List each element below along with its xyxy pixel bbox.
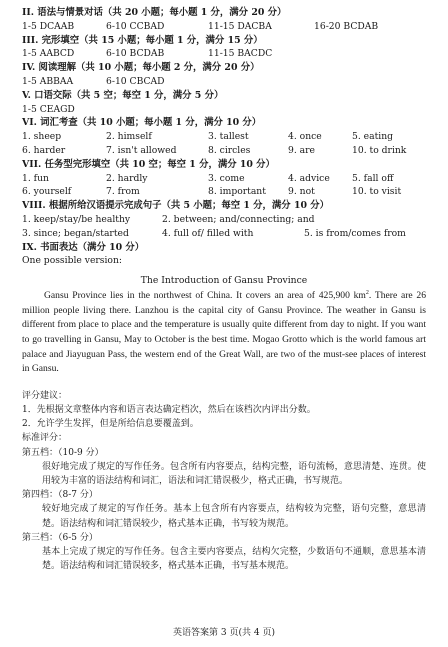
section-heading-sentence-completion: VIII. 根据所给汉语提示完成句子（共 5 小题；每空 1 分，满分 10 分） [22,200,330,212]
essay-superscript: 2 [365,289,369,296]
answer-item: 16-20 BCDAB [314,20,379,32]
scoring-advice-title: 评分建议： [22,390,68,401]
answer-row [22,185,426,199]
level-4-name: 第四档：（8-7 分） [22,490,98,501]
answer-item: 6-10 CBCAD [106,75,165,87]
answer-item: 6-10 BCDAB [106,48,165,60]
section-heading-cloze: III. 完形填空（共 15 小题；每小题 1 分，满分 15 分） [22,34,263,46]
essay-text-part1: Gansu Province lies in the northwest of China. It covers an area of 425,900 km [44,290,366,302]
answer-item: 11-15 BACDC [208,48,273,60]
answer-row [22,103,426,117]
answer-item: 5. is from/comes from [304,227,406,239]
answer-row [22,144,426,158]
scoring-standard-title: 标准评分： [22,433,68,444]
answer-item: 1-5 DCAAB [22,20,75,32]
answer-item: 8. circles [208,144,251,156]
answer-item: 1. fun [22,172,49,184]
answer-item: 10. to visit [352,186,402,198]
answer-row [22,47,426,61]
answer-item: 2. hardly [106,172,148,184]
answer-item: 3. come [208,172,245,184]
level-5-name: 第五档：（10-9 分） [22,447,104,458]
answer-item: 3. tallest [208,131,249,143]
answer-item: 1. sheep [22,131,62,143]
answer-row [22,20,426,34]
answer-item: 2. himself [106,131,152,143]
level-3-name: 第三档：（6-5 分） [22,532,98,543]
answer-item: 7. from [106,186,140,198]
answer-item: 4. once [288,131,322,143]
section-heading-writing: IX. 书面表达（满分 10 分） [22,241,145,253]
answer-item: 4. full of/ filled with [162,227,254,239]
answer-item: 1-5 AABCD [22,48,75,60]
answer-item: 1-5 ABBAA [22,75,74,87]
answer-item: 8. important [208,186,266,198]
level-5-desc: 很好地完成了规定的写作任务。包含所有内容要点，结构完整，语句流畅，意思清楚、连贯。使用较为丰富的语法结构和词汇，语法和词汇错误极少，格式正确，书写规范。 [42,461,426,486]
answer-item: 6. harder [22,144,66,156]
sample-note: One possible version: [22,255,122,267]
answer-row [22,213,426,227]
answer-item: 9. are [288,144,315,156]
answer-item: 6. yourself [22,186,72,198]
answer-row [22,172,426,186]
essay-title: The Introduction of Gansu Province [140,275,308,287]
scoring-advice-1: 1．先根据文章整体内容和语言表达确定档次，然后在该档次内评出分数。 [22,404,316,415]
answer-item: 11-15 DACBA [208,20,272,32]
answer-item: 1-5 CEAGD [22,103,75,115]
section-heading-task-cloze: VII. 任务型完形填空（共 10 空；每空 1 分，满分 10 分） [22,158,275,170]
answer-item: 5. fall off [352,172,394,184]
answer-item: 10. to drink [352,144,407,156]
essay-text-part2: . There are 26 million people living there. Lanzhou is the capital city of Gansu Province. The weather in Gansu is different from place to place and the temperature is usually quite different from day to night. If you want to go travelling in Gansu, May to October is the best time. Mogao Grotto which is the world famous art palace and Jiayuguan Pass, the western end of the Great Wall, are two of the must-see places of interest in Gansu. [22,290,427,375]
section-heading-vocabulary: VI. 词汇考查（共 10 小题；每小题 1 分，满分 10 分） [22,117,262,129]
section-heading-grammar: II. 语法与情景对话（共 20 小题；每小题 1 分，满分 20 分） [22,7,287,18]
answer-item: 1. keep/stay/be healthy [22,213,131,225]
answer-item: 9. not [288,186,315,198]
section-heading-reading: IV. 阅读理解（共 10 小题；每小题 2 分，满分 20 分） [22,62,260,74]
answer-item: 5. eating [352,131,394,143]
answer-item: 7. isn't allowed [106,144,177,156]
answer-item: 2. between; and/connecting; and [162,213,315,225]
answer-item: 6-10 CCBAD [106,20,165,32]
level-3-desc: 基本上完成了规定的写作任务。包含主要内容要点，结构欠完整，少数语句不通顺，意思基本清楚。语法结构和词汇错误较多，格式基本正确，书写基本规范。 [42,546,426,572]
page-footer: 英语答案第 3 页(共 4 页) [173,628,275,638]
section-heading-oral: V. 口语交际（共 5 空；每空 1 分，满分 5 分） [22,89,224,101]
level-4-desc: 较好地完成了规定的写作任务。基本上包含所有内容要点，结构较为完整，语句完整，意思清楚。语法结构和词汇错误较少，格式基本正确，书写较为规范。 [42,504,426,529]
essay-paragraph [22,289,426,377]
answer-row [22,75,426,89]
answer-row [22,227,426,241]
answer-item: 4. advice [288,172,330,184]
answer-row [22,130,426,144]
scoring-advice-2: 2．允许学生发挥，但是所给信息要覆盖到。 [22,419,199,430]
answer-item: 3. since; began/started [22,227,129,239]
